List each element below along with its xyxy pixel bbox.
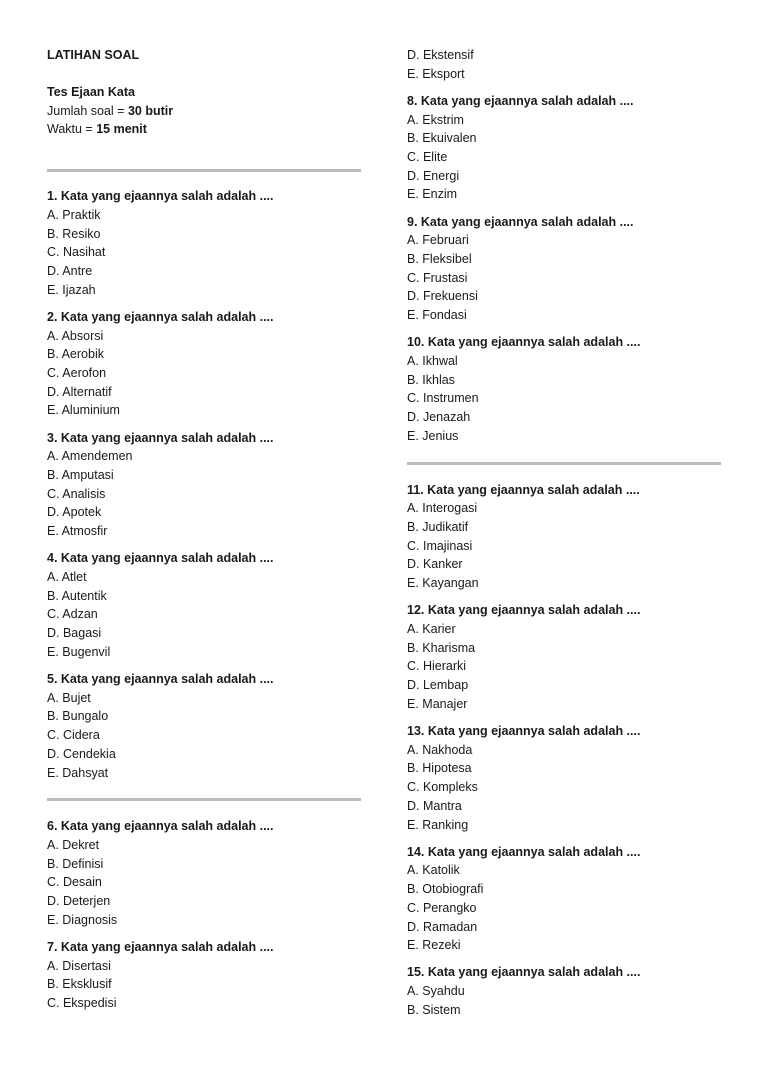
answer-option: A. Disertasi <box>47 958 111 973</box>
answer-option: C. Kompleks <box>407 780 478 795</box>
answer-option: E. Aluminium <box>47 403 120 418</box>
answer-option: C. Cidera <box>47 728 100 743</box>
answer-option: D. Mantra <box>407 798 462 813</box>
question-block <box>47 670 361 782</box>
answer-option: B. Sistem <box>407 1002 461 1017</box>
answer-option: B. Fleksibel <box>407 252 472 267</box>
answer-option: E. Diagnosis <box>47 912 118 927</box>
page-title: LATIHAN SOAL <box>47 48 140 62</box>
answer-option: D. Ramadan <box>407 919 478 934</box>
question-text: 11. Kata yang ejaannya salah adalah .... <box>407 482 640 497</box>
question-block <box>407 46 721 83</box>
answer-option: A. Bujet <box>47 690 91 705</box>
question-block <box>47 308 361 420</box>
answer-option: D. Jenazah <box>407 410 471 425</box>
answer-option: A. Februari <box>407 233 469 248</box>
answer-option: C. Ekspedisi <box>47 996 117 1011</box>
question-count: Jumlah soal = 30 butir <box>47 103 174 118</box>
question-block <box>47 187 361 299</box>
question-block <box>47 429 361 541</box>
answer-option: A. Karier <box>407 621 456 636</box>
question-block <box>407 213 721 325</box>
answer-option: D. Cendekia <box>47 746 116 761</box>
answer-option: B. Judikatif <box>407 519 469 534</box>
answer-option: A. Ekstrim <box>407 112 464 127</box>
question-text: 4. Kata yang ejaannya salah adalah .... <box>47 551 274 566</box>
answer-option: B. Resiko <box>47 226 101 241</box>
answer-option: A. Amendemen <box>47 449 133 464</box>
question-block <box>407 722 721 834</box>
question-text: 7. Kata yang ejaannya salah adalah .... <box>47 939 274 954</box>
answer-option: C. Adzan <box>47 607 98 622</box>
question-block <box>407 601 721 713</box>
answer-option: D. Bagasi <box>47 626 102 641</box>
answer-option: C. Aerofon <box>47 365 107 380</box>
question-block <box>47 549 361 661</box>
question-block <box>407 481 721 593</box>
question-text: 14. Kata yang ejaannya salah adalah .... <box>407 844 641 859</box>
answer-option: B. Hipotesa <box>407 761 472 776</box>
answer-option: A. Syahdu <box>407 984 465 999</box>
answer-option: C. Hierarki <box>407 659 467 674</box>
answer-option: A. Ikhwal <box>407 354 458 369</box>
answer-option: E. Dahsyat <box>47 765 109 780</box>
answer-option: B. Amputasi <box>47 467 114 482</box>
question-text: 9. Kata yang ejaannya salah adalah .... <box>407 214 634 229</box>
answer-option: C. Desain <box>47 875 102 890</box>
answer-option: D. Kanker <box>407 557 463 572</box>
answer-option: C. Perangko <box>407 900 477 915</box>
answer-option: B. Ikhlas <box>407 372 455 387</box>
question-block <box>407 333 721 445</box>
answer-option: D. Alternatif <box>47 384 112 399</box>
answer-option: A. Dekret <box>47 837 100 852</box>
question-block <box>47 817 361 929</box>
answer-option: D. Ekstensif <box>407 48 474 62</box>
left-column <box>47 46 361 1013</box>
question-block <box>47 938 361 1013</box>
answer-option: D. Antre <box>47 263 93 278</box>
answer-option: E. Bugenvil <box>47 644 111 659</box>
answer-option: D. Energi <box>407 168 460 183</box>
answer-option: A. Praktik <box>47 207 101 222</box>
question-block <box>407 92 721 204</box>
answer-option: C. Elite <box>407 150 448 165</box>
question-text: 5. Kata yang ejaannya salah adalah .... <box>47 671 274 686</box>
answer-option: E. Enzim <box>407 187 458 202</box>
answer-option: B. Kharisma <box>407 640 476 655</box>
question-block <box>407 963 721 1019</box>
answer-option: B. Bungalo <box>47 709 109 724</box>
time-limit: Waktu = 15 menit <box>47 122 147 137</box>
question-text: 12. Kata yang ejaannya salah adalah .... <box>407 603 641 618</box>
answer-option: D. Apotek <box>47 505 102 520</box>
answer-option: B. Otobiografi <box>407 882 484 897</box>
question-text: 2. Kata yang ejaannya salah adalah .... <box>47 309 274 324</box>
answer-option: E. Ijazah <box>47 282 96 297</box>
question-text: 15. Kata yang ejaannya salah adalah .... <box>407 965 641 980</box>
question-text: 8. Kata yang ejaannya salah adalah .... <box>407 93 634 108</box>
question-text: 3. Kata yang ejaannya salah adalah .... <box>47 430 274 445</box>
question-block <box>407 843 721 955</box>
answer-option: A. Katolik <box>407 863 460 878</box>
answer-option: A. Nakhoda <box>407 742 473 757</box>
answer-option: E. Atmosfir <box>47 524 108 539</box>
question-text: 10. Kata yang ejaannya salah adalah .... <box>407 335 641 350</box>
right-column <box>407 46 721 1020</box>
answer-option: B. Definisi <box>47 856 104 871</box>
answer-option: D. Deterjen <box>47 894 111 909</box>
answer-option: A. Absorsi <box>47 328 104 343</box>
question-text: 13. Kata yang ejaannya salah adalah .... <box>407 724 641 738</box>
answer-option: D. Frekuensi <box>407 289 478 304</box>
answer-option: C. Frustasi <box>407 270 468 285</box>
answer-option: C. Analisis <box>47 486 106 501</box>
answer-option: C. Nasihat <box>47 245 106 260</box>
answer-option: E. Rezeki <box>407 938 461 953</box>
answer-option: B. Autentik <box>47 588 107 603</box>
question-text: 6. Kata yang ejaannya salah adalah .... <box>47 819 274 834</box>
answer-option: E. Ranking <box>407 817 469 832</box>
question-text: 1. Kata yang ejaannya salah adalah .... <box>47 189 274 204</box>
answer-option: B. Aerobik <box>47 347 104 362</box>
test-subtitle: Tes Ejaan Kata <box>47 85 136 99</box>
answer-option: E. Kayangan <box>407 576 479 591</box>
answer-option: E. Jenius <box>407 428 459 443</box>
answer-option: E. Manajer <box>407 696 468 711</box>
answer-option: E. Fondasi <box>407 308 467 323</box>
answer-option: B. Eksklusif <box>47 977 112 992</box>
answer-option: B. Ekuivalen <box>407 131 477 146</box>
answer-option: C. Imajinasi <box>407 538 473 553</box>
answer-option: A. Atlet <box>47 569 87 584</box>
answer-option: D. Lembap <box>407 678 469 693</box>
answer-option: A. Interogasi <box>407 501 478 516</box>
answer-option: E. Eksport <box>407 66 465 81</box>
answer-option: C. Instrumen <box>407 391 479 406</box>
